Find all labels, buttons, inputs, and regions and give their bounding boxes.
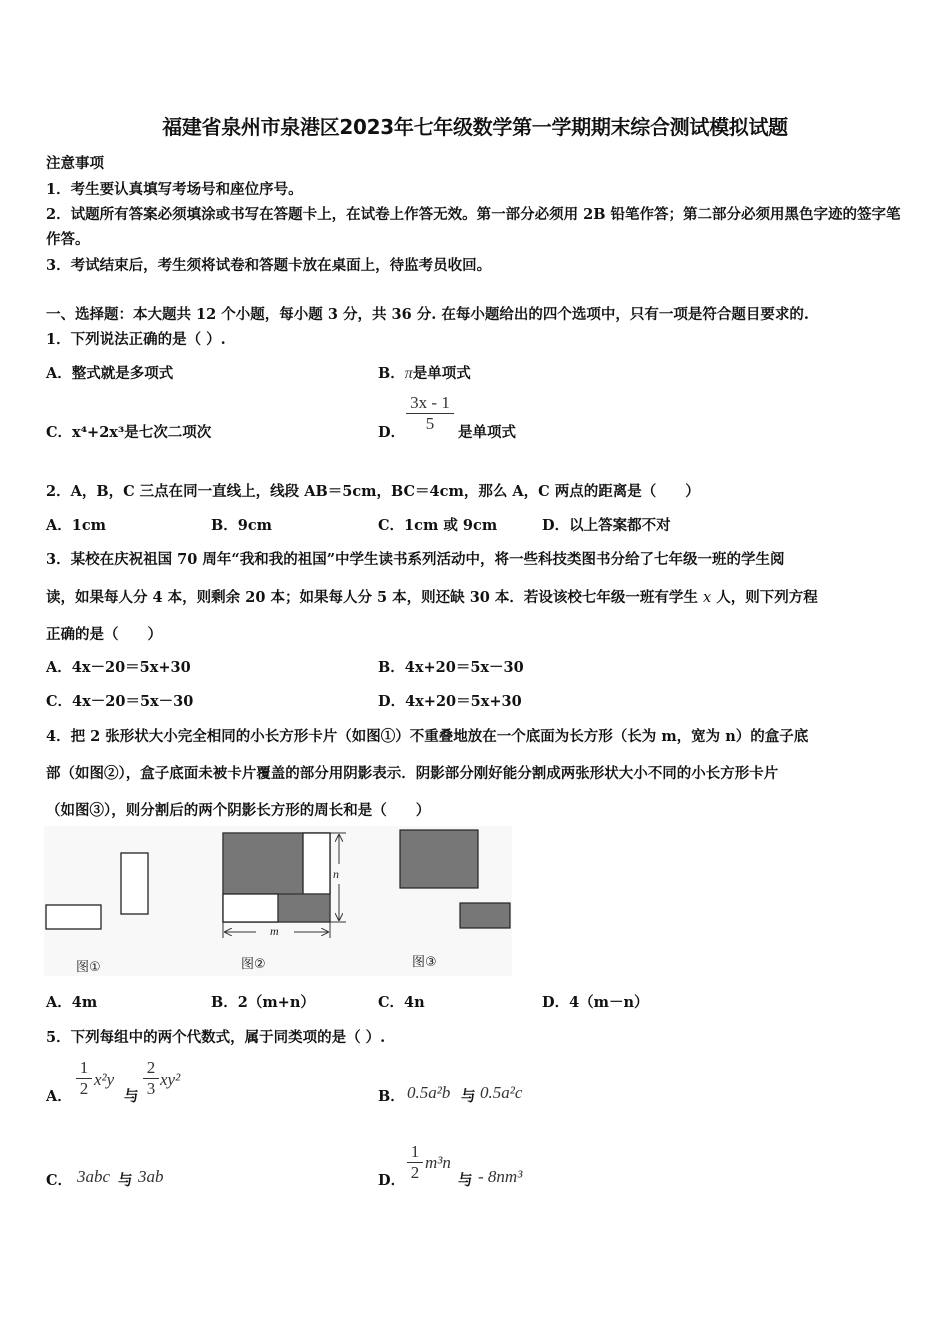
q1-stem: 1．下列说法正确的是（ ）. [46,331,226,348]
q5-d-term-1: m³n [425,1153,451,1172]
q3-variable: x [702,590,712,606]
notice-heading: 注意事项 [46,155,104,172]
fig2-label-n: n [333,867,339,881]
q5-a-term-2: xy² [160,1070,181,1089]
q1-option-a: A．整式就是多项式 [46,365,174,382]
fig2-card-horizontal [223,894,278,922]
q2-stem: 2．A，B，C 三点在同一直线上，线段 AB＝5cm，BC＝4cm，那么 A，C 两点的距离是（ ） [46,483,700,500]
q5-d-with: 与 [458,1172,473,1189]
q1-option-d-label: D． [378,424,406,441]
q5-a-f1-numerator: 1 [79,1058,89,1077]
fig2-label-m: m [270,924,279,938]
notice-item-3: 3．考试结束后，考生须将试卷和答题卡放在桌面上，待监考员收回。 [46,257,492,274]
q5-a-f2-denominator: 3 [146,1079,156,1098]
q1-option-b-label: B． [378,365,405,382]
q4-option-a: A．4m [46,994,98,1011]
fig2-card-vertical [303,833,330,894]
q5-c-term-1: 3abc [77,1167,111,1186]
fig1-card-horizontal [46,905,101,929]
q5-a-term-1: x²y [94,1070,115,1089]
q3-line-2 [46,586,818,607]
fig2-label: 图② [241,957,266,972]
q1-d-numerator: 3x - 1 [410,393,450,412]
fig3-shaded-large [400,830,478,888]
q4-option-b: B．2（m+n） [211,994,315,1011]
q5-option-d-label: D． [378,1172,406,1189]
q3-option-b: B．4x+20＝5x－30 [378,659,524,676]
q1-option-d-fraction [406,393,454,434]
q2-option-c: C．1cm 或 9cm [378,517,498,534]
q5-a-with: 与 [124,1088,139,1105]
fig2-shaded-top [223,833,303,894]
q5-a-f2-numerator: 2 [146,1058,156,1077]
q1-option-b-math: π [404,365,413,382]
q5-d-term-2: - 8nm³ [478,1167,523,1186]
q1-option-d-text: 是单项式 [458,424,516,441]
q3-option-d: D．4x+20＝5x+30 [378,693,522,710]
q1-option-c-label: C． [46,424,73,441]
q5-stem: 5．下列每组中的两个代数式，属于同类项的是（ ）. [46,1029,386,1046]
q5-a-fraction-2 [143,1058,159,1099]
q3-line-2a: 读，如果每人分 4 本，则剩余 20 本；如果每人分 5 本，则还缺 30 本．若设该校七年级一班有学生 [46,589,698,606]
q3-line-1: 3．某校在庆祝祖国 70 周年“我和我的祖国”中学生读书系列活动中，将一些科技类图书分给了七年级一班的学生阅 [46,551,785,568]
q4-option-c: C．4n [378,994,425,1011]
q4-line-2: 部（如图②），盒子底面未被卡片覆盖的部分用阴影表示．阴影部分刚好能分割成两张形状大小不同的小长方形卡片 [46,765,779,782]
fig2-shaded-bottom [278,894,330,922]
fig3-label: 图③ [412,955,437,970]
q1-option-c-text: 是七次二项次 [124,424,212,441]
q3-line-2b: 人，则下列方程 [716,589,818,606]
q5-b-term-1: 0.5a²b [407,1083,451,1102]
q5-d-denominator: 2 [410,1163,420,1182]
q4-line-3: （如图③），则分割后的两个阴影长方形的周长和是（ ） [46,802,431,819]
q3-line-3: 正确的是（ ） [46,626,162,643]
q1-option-c [46,421,211,442]
q3-option-c: C．4x－20＝5x－30 [46,693,194,710]
q5-b-with: 与 [461,1088,476,1105]
q2-option-a: A．1cm [46,517,107,534]
q5-c-with: 与 [118,1172,133,1189]
notice-item-1: 1．考生要认真填写考场号和座位序号。 [46,181,303,198]
q5-option-b-label: B． [378,1088,405,1105]
q1-d-denominator: 5 [425,414,435,433]
q2-option-d: D．以上答案都不对 [542,517,671,534]
q1-option-b-text: 是单项式 [412,365,471,382]
fig1-label: 图① [76,960,101,975]
q5-option-a-label: A． [46,1088,72,1105]
q5-d-fraction [407,1142,423,1183]
q5-option-c-label: C． [46,1172,73,1189]
q5-a-fraction-1 [76,1058,92,1099]
fig3-shaded-small [460,903,510,928]
q5-d-numerator: 1 [410,1142,420,1161]
q4-figure [44,826,512,976]
q1-option-b [378,362,471,383]
q4-line-1: 4．把 2 张形状大小完全相同的小长方形卡片（如图①）不重叠地放在一个底面为长方形（长为 m，宽为 n）的盒子底 [46,728,809,745]
q5-c-term-2: 3ab [138,1167,164,1186]
q3-option-a: A．4x－20＝5x+30 [46,659,191,676]
q5-b-term-2: 0.5a²c [480,1083,523,1102]
page-title: 福建省泉州市泉港区2023年七年级数学第一学期期末综合测试模拟试题 [162,115,788,139]
q4-option-d: D．4（m－n） [542,994,649,1011]
q1-option-c-math: x⁴+2x³ [72,424,125,441]
q5-a-f1-denominator: 2 [79,1079,89,1098]
fig1-card-vertical [121,853,148,914]
section-heading: 一、选择题：本大题共 12 个小题，每小题 3 分，共 36 分. 在每小题给出的四个选项中，只有一项是符合题目要求的. [46,306,809,323]
q2-option-b: B．9cm [211,517,273,534]
notice-item-2: 2．试题所有答案必须填涂或书写在答题卡上，在试卷上作答无效。第一部分必须用 2B 铅笔作答；第二部分必须用黑色字迹的签字笔作答。 [46,206,901,248]
